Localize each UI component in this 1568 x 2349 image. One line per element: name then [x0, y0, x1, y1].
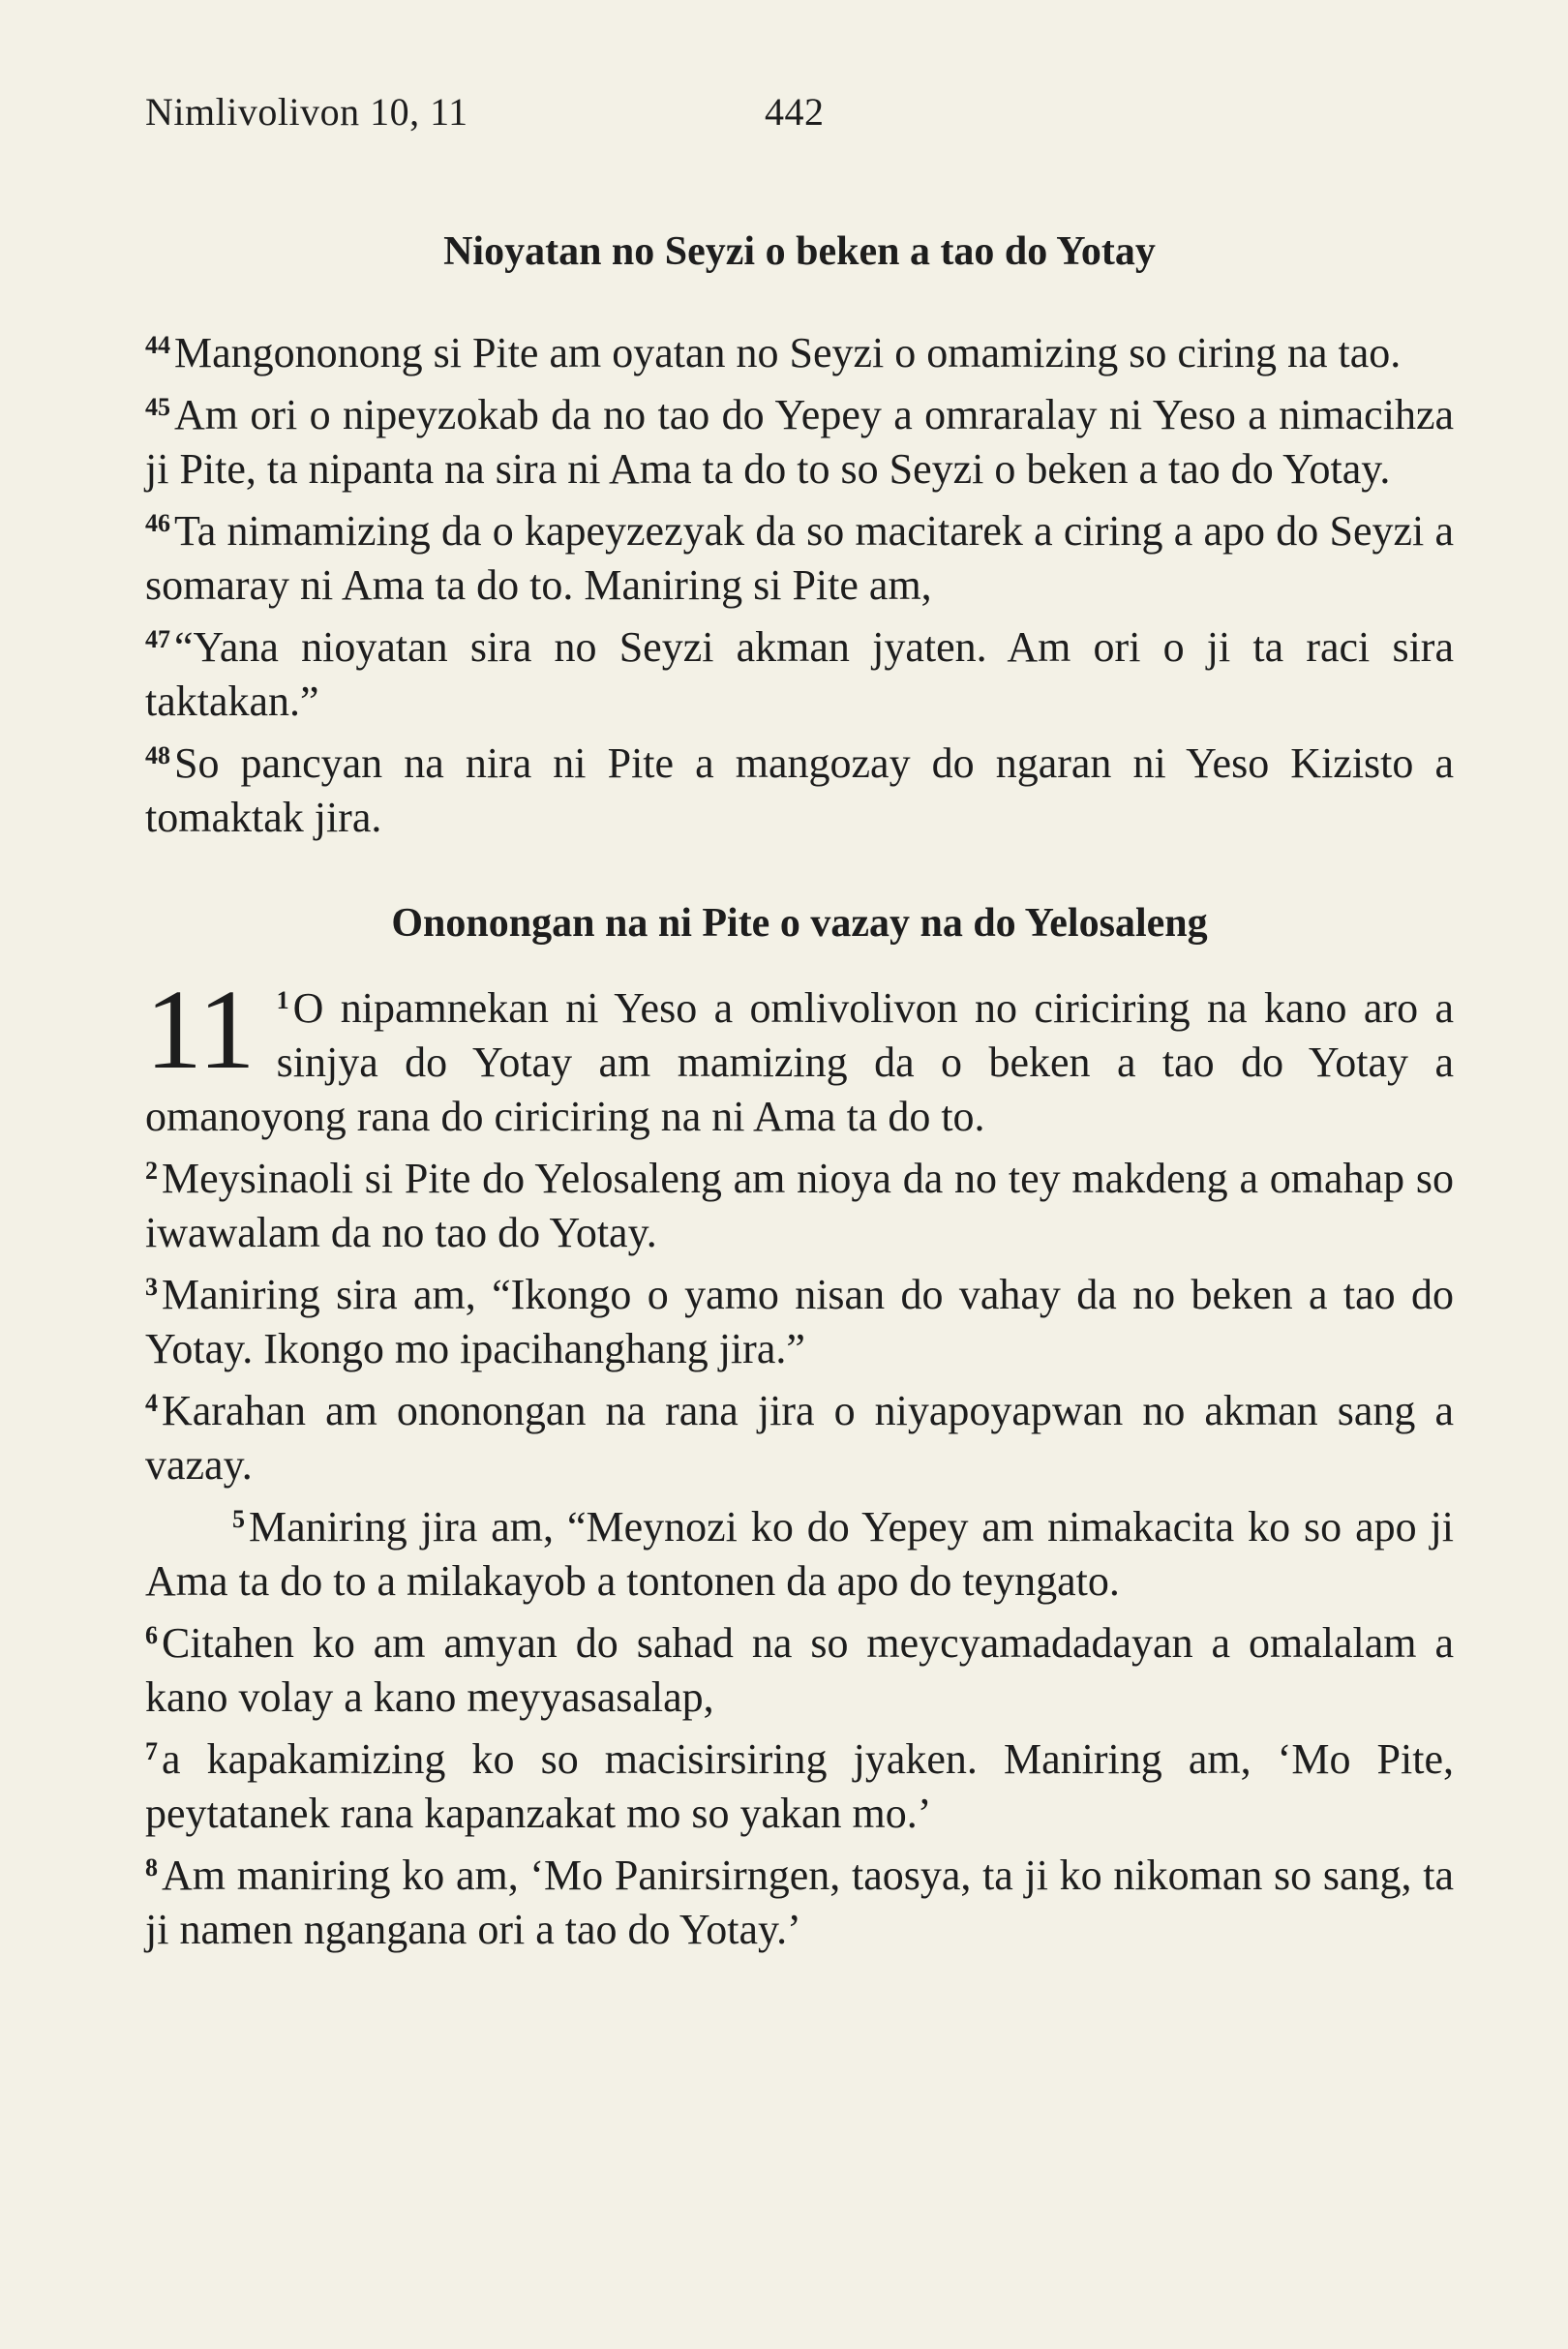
verse-number: 47	[145, 625, 170, 654]
verse-text: So pancyan na nira ni Pite a mangozay do ngaran ni Yeso Kizisto a tomaktak jira.	[145, 739, 1454, 842]
verse-1	[145, 965, 1454, 1144]
verse-3	[145, 1260, 1454, 1376]
verse-text: Karahan am ononongan na rana jira o niyapoyapwan no akman sang a vazay.	[145, 1386, 1454, 1489]
verse-number: 5	[232, 1504, 245, 1533]
chapter-number: 11	[145, 965, 256, 1093]
verse-number: 2	[145, 1156, 158, 1185]
chapter-11	[145, 965, 1454, 1144]
verse-6	[145, 1609, 1454, 1725]
verse-number: 8	[145, 1852, 158, 1882]
verse-text: Meysinaoli si Pite do Yelosaleng am nioya da no tey makdeng a omahap so iwawalam da no tao do Yotay.	[145, 1154, 1454, 1256]
verse-text: Maniring jira am, “Meynozi ko do Yepey am nimakacita ko so apo ji Ama ta do to a milakayob a tontonen da apo do teyngato.	[145, 1502, 1454, 1605]
section-heading: Nioyatan no Seyzi o beken a tao do Yotay	[443, 229, 1156, 274]
verse-number: 6	[145, 1620, 158, 1649]
verse-text: O nipamnekan ni Yeso a omlivolivon no ciriciring na kano aro a sinjya do Yotay am mamizing da o beken a tao do Yotay a omanoyong rana do ciriciring na ni Ama ta do to.	[145, 983, 1454, 1140]
verse-text: Mangononong si Pite am oyatan no Seyzi o omamizing so ciring na tao.	[174, 329, 1402, 377]
verse-number: 1	[276, 985, 289, 1014]
section-heading: Ononongan na ni Pite o vazay na do Yelosaleng	[391, 901, 1208, 947]
verse-number: 7	[145, 1736, 158, 1765]
verse-number: 3	[145, 1272, 158, 1301]
verse-text: a kapakamizing ko so macisirsiring jyaken. Maniring am, ‘Mo Pite, peytatanek rana kapanzakat mo so yakan mo.’	[145, 1734, 1454, 1837]
verse-44	[145, 318, 1454, 380]
verse-text: Am maniring ko am, ‘Mo Panirsirngen, taosya, ta ji ko nikoman so sang, ta ji namen ngangana ori a tao do Yotay.’	[145, 1851, 1454, 1953]
page-number: 442	[765, 90, 825, 134]
verse-5	[145, 1492, 1454, 1609]
verse-4	[145, 1376, 1454, 1492]
verse-47	[145, 613, 1454, 729]
verse-number: 46	[145, 509, 170, 538]
verse-8	[145, 1841, 1454, 1957]
verse-7	[145, 1725, 1454, 1841]
verse-45	[145, 380, 1454, 497]
chapter-reference: Nimlivolivon 10, 11	[145, 90, 468, 134]
verse-number: 4	[145, 1388, 158, 1417]
verse-number: 44	[145, 331, 170, 360]
verse-text: Am ori o nipeyzokab da no tao do Yepey a omraralay ni Yeso a nimacihza ji Pite, ta nipanta na sira ni Ama ta do to so Seyzi o beken a tao do Yotay.	[145, 391, 1454, 494]
verse-46	[145, 497, 1454, 613]
page-header	[145, 89, 825, 135]
verse-48	[145, 729, 1454, 845]
verse-text: Maniring sira am, “Ikongo o yamo nisan do vahay da no beken a tao do Yotay. Ikongo mo ipacihanghang jira.”	[145, 1270, 1454, 1372]
verse-number: 45	[145, 393, 170, 422]
verse-number: 48	[145, 741, 170, 770]
verse-2	[145, 1144, 1454, 1260]
verse-text: “Yana nioyatan sira no Seyzi akman jyaten. Am ori o ji ta raci sira taktakan.”	[145, 623, 1454, 726]
verse-text: Ta nimamizing da o kapeyzezyak da so macitarek a ciring a apo do Seyzi a somaray ni Ama ta do to. Maniring si Pite am,	[145, 507, 1454, 610]
page-body	[145, 227, 1454, 1957]
verse-text: Citahen ko am amyan do sahad na so meycyamadadayan a omalalam a kano volay a kano meyyasasalap,	[145, 1618, 1454, 1721]
